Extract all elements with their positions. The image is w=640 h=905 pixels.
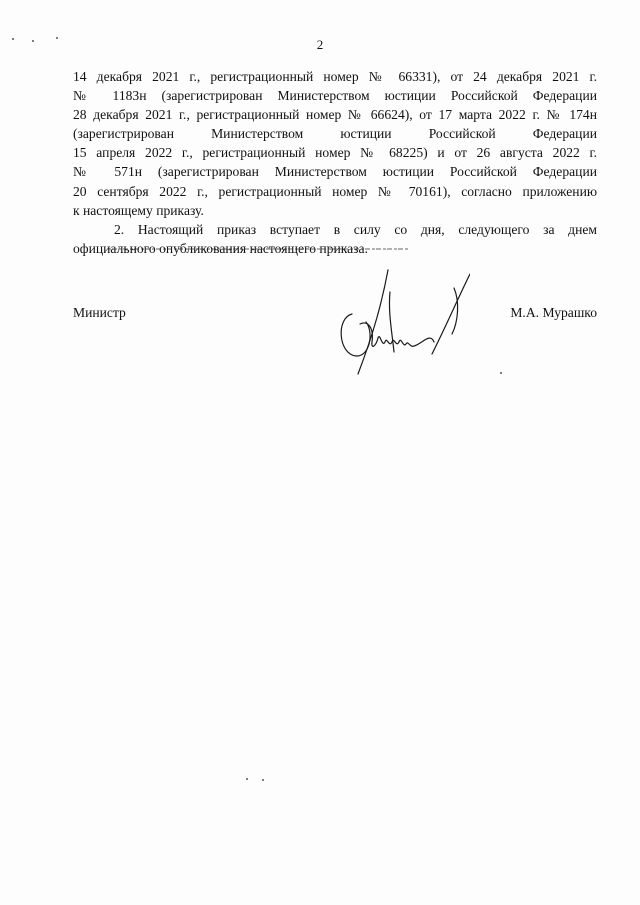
body-line: № 1183н (зарегистрирован Министерством юстиции Российской Федерации (73, 88, 597, 104)
paragraph-2-line: 2. Настоящий приказ вступает в силу со дня, следующего за днем (114, 221, 597, 237)
scan-speck (246, 778, 248, 780)
body-line: 15 апреля 2022 г., регистрационный номер № 68225) и от 26 августа 2022 г. (73, 145, 597, 161)
signer-name: М.А. Мурашко (510, 305, 597, 320)
scan-speck (12, 38, 14, 40)
body-line: (зарегистрирован Министерством юстиции Российской Федерации (73, 126, 597, 142)
signer-position: Министр (73, 305, 126, 320)
body-text (73, 67, 597, 258)
body-line: № 571н (зарегистрирован Министерством юстиции Российской Федерации (73, 164, 597, 180)
scan-speck (262, 779, 264, 781)
body-line: 28 декабря 2021 г., регистрационный номер № 66624), от 17 марта 2022 г. № 174н (73, 107, 597, 123)
handwritten-signature (330, 262, 470, 382)
scan-strike-line (108, 248, 408, 250)
page-number: 2 (316, 37, 324, 52)
body-line: 20 сентября 2022 г., регистрационный номер № 70161), согласно приложению (73, 183, 597, 199)
scan-speck (56, 37, 58, 39)
scan-speck (32, 40, 34, 42)
body-line: к настоящему приказу. (73, 202, 204, 218)
paragraph-2-line: официального опубликования настоящего приказа. (73, 240, 368, 256)
body-line: 14 декабря 2021 г., регистрационный номер № 66331), от 24 декабря 2021 г. (73, 69, 597, 84)
scan-speck (500, 372, 502, 374)
